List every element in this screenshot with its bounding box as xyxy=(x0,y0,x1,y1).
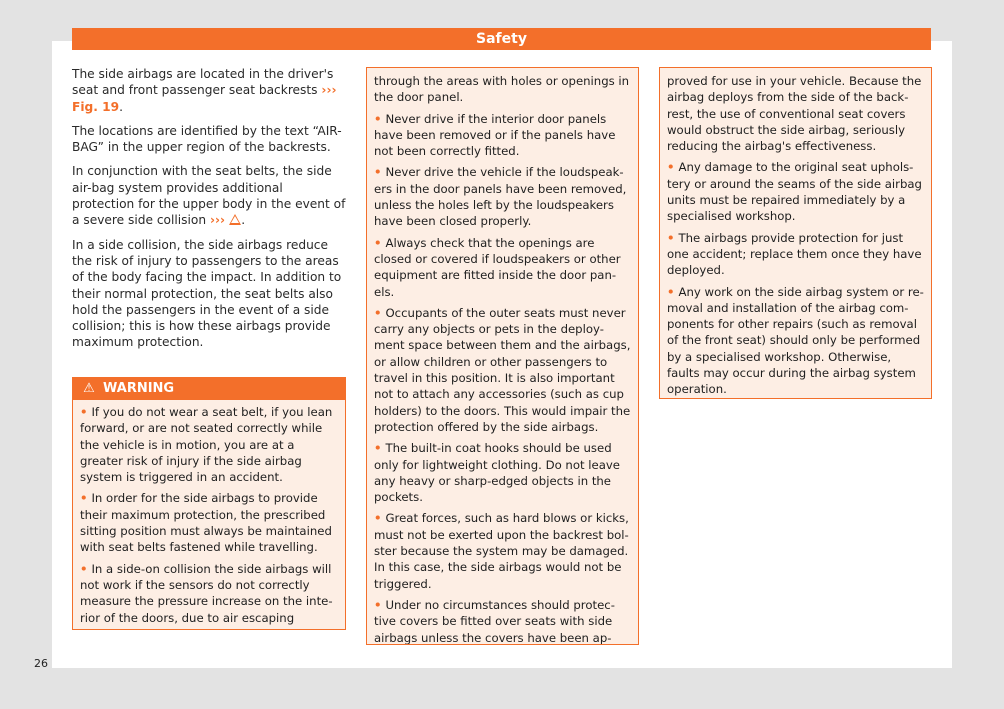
list-item: • Great forces, such as hard blows or kicks, must not be exerted upon the backrest bol-ster because the system may be damaged. In this case, the side airbags would not be triggered. xyxy=(374,511,629,591)
bullet-icon: • xyxy=(667,284,675,299)
intro-paragraph-2: The locations are identified by the text “AIR-BAG” in the upper region of the backrests. xyxy=(72,123,342,155)
list-item: • Any work on the side airbag system or re-moval and installation of the airbag com-ponents for other repairs (such as removal of the front seat) should only be performed by a specialised workshop. Otherwise, faults may occur during the airbag system operation. xyxy=(667,284,924,397)
warning-icon: ⚠ xyxy=(83,381,95,396)
warning-box xyxy=(72,377,346,630)
warning-reference[interactable]: ››› xyxy=(210,213,241,227)
list-item: • In a side-on collision the side airbags will not work if the sensors do not correctly measure the pressure increase on the inte-rior of the doors, due to air escaping xyxy=(80,561,333,625)
bullet-icon: • xyxy=(374,597,382,612)
list-item: • Occupants of the outer seats must never carry any objects or pets in the deploy-ment space between them and the airbags, or allow children or other passengers to travel in this position. It is also important not to attach any accessories (such as cup holders) to the doors. This would impair the protection offered by the side airbags. xyxy=(374,305,631,434)
intro-paragraph-4: In a side collision, the side airbags reduce the risk of injury to passengers to the areas of the body facing the impact. In addition to their normal protection, the seat belts also hold the passengers in the event of a side collision; this is how these airbags provide maximum protection. xyxy=(72,237,342,350)
bullet-icon: • xyxy=(374,235,382,250)
continuation-text: proved for use in your vehicle. Because the airbag deploys from the side of the back-rest, the use of conventional seat covers would obstruct the side airbag, seriously reducing the airbag's effectiveness. xyxy=(667,74,922,154)
bullet-icon: • xyxy=(374,441,382,456)
section-title: Safety xyxy=(476,31,527,47)
bullet-icon: • xyxy=(667,160,675,175)
intro-paragraph-1: The side airbags are located in the driver's seat and front passenger seat backrests ››› Fig. 19. xyxy=(72,67,337,114)
bullet-icon: • xyxy=(667,230,675,245)
warning-title: WARNING xyxy=(103,381,175,396)
warning-header xyxy=(73,378,345,400)
list-item: • Always check that the openings are closed or covered if loudspeakers or other equipment are fitted inside the door pan-els. xyxy=(374,235,621,299)
list-item: • Under no circumstances should protec-tive covers be fitted over seats with side airbags unless the covers have been ap- xyxy=(374,597,615,645)
list-item: • Any damage to the original seat uphols-tery or around the seams of the side airbag units must be repaired immediately by a specialised workshop. xyxy=(667,160,922,224)
bullet-icon: • xyxy=(374,111,382,126)
warning-continuation-column-3 xyxy=(659,67,932,399)
list-item: • Never drive the vehicle if the loudspeak-ers in the door panels have been removed, unless the holes left by the loudspeakers have been closed properly. xyxy=(374,165,627,229)
page-number: 26 xyxy=(34,657,48,670)
bullet-icon: • xyxy=(80,561,88,576)
bullet-icon: • xyxy=(374,165,382,180)
continuation-text: through the areas with holes or openings in the door panel. xyxy=(374,74,630,105)
list-item: • In order for the side airbags to provide their maximum protection, the prescribed sitting position must always be maintained with seat belts fastened while travelling. xyxy=(80,491,332,555)
intro-column xyxy=(72,66,346,359)
section-header xyxy=(72,28,931,50)
warning-triangle-icon xyxy=(229,214,241,225)
bullet-icon: • xyxy=(374,511,382,526)
bullet-icon: • xyxy=(374,305,382,320)
bullet-icon: • xyxy=(80,491,88,506)
intro-paragraph-3: In conjunction with the seat belts, the side air-bag system provides additional protection for the upper body in the event of a severe side collision ››› . xyxy=(72,164,346,228)
warning-body xyxy=(73,400,345,626)
list-item: • The built-in coat hooks should be used only for lightweight clothing. Do not leave any heavy or sharp-edged objects in the pockets. xyxy=(374,441,620,505)
bullet-icon: • xyxy=(80,405,88,419)
list-item: • If you do not wear a seat belt, if you lean forward, or are not seated correctly while the vehicle is in motion, you are at a greater risk of injury if the side airbag system is triggered in an accident. xyxy=(80,405,333,485)
figure-reference[interactable]: ››› Fig. 19 xyxy=(72,83,337,114)
list-item: • The airbags provide protection for just one accident; replace them once they have deployed. xyxy=(667,230,922,278)
list-item: • Never drive if the interior door panels have been removed or if the panels have not been correctly fitted. xyxy=(374,111,616,159)
warning-continuation-column-2 xyxy=(366,67,639,645)
